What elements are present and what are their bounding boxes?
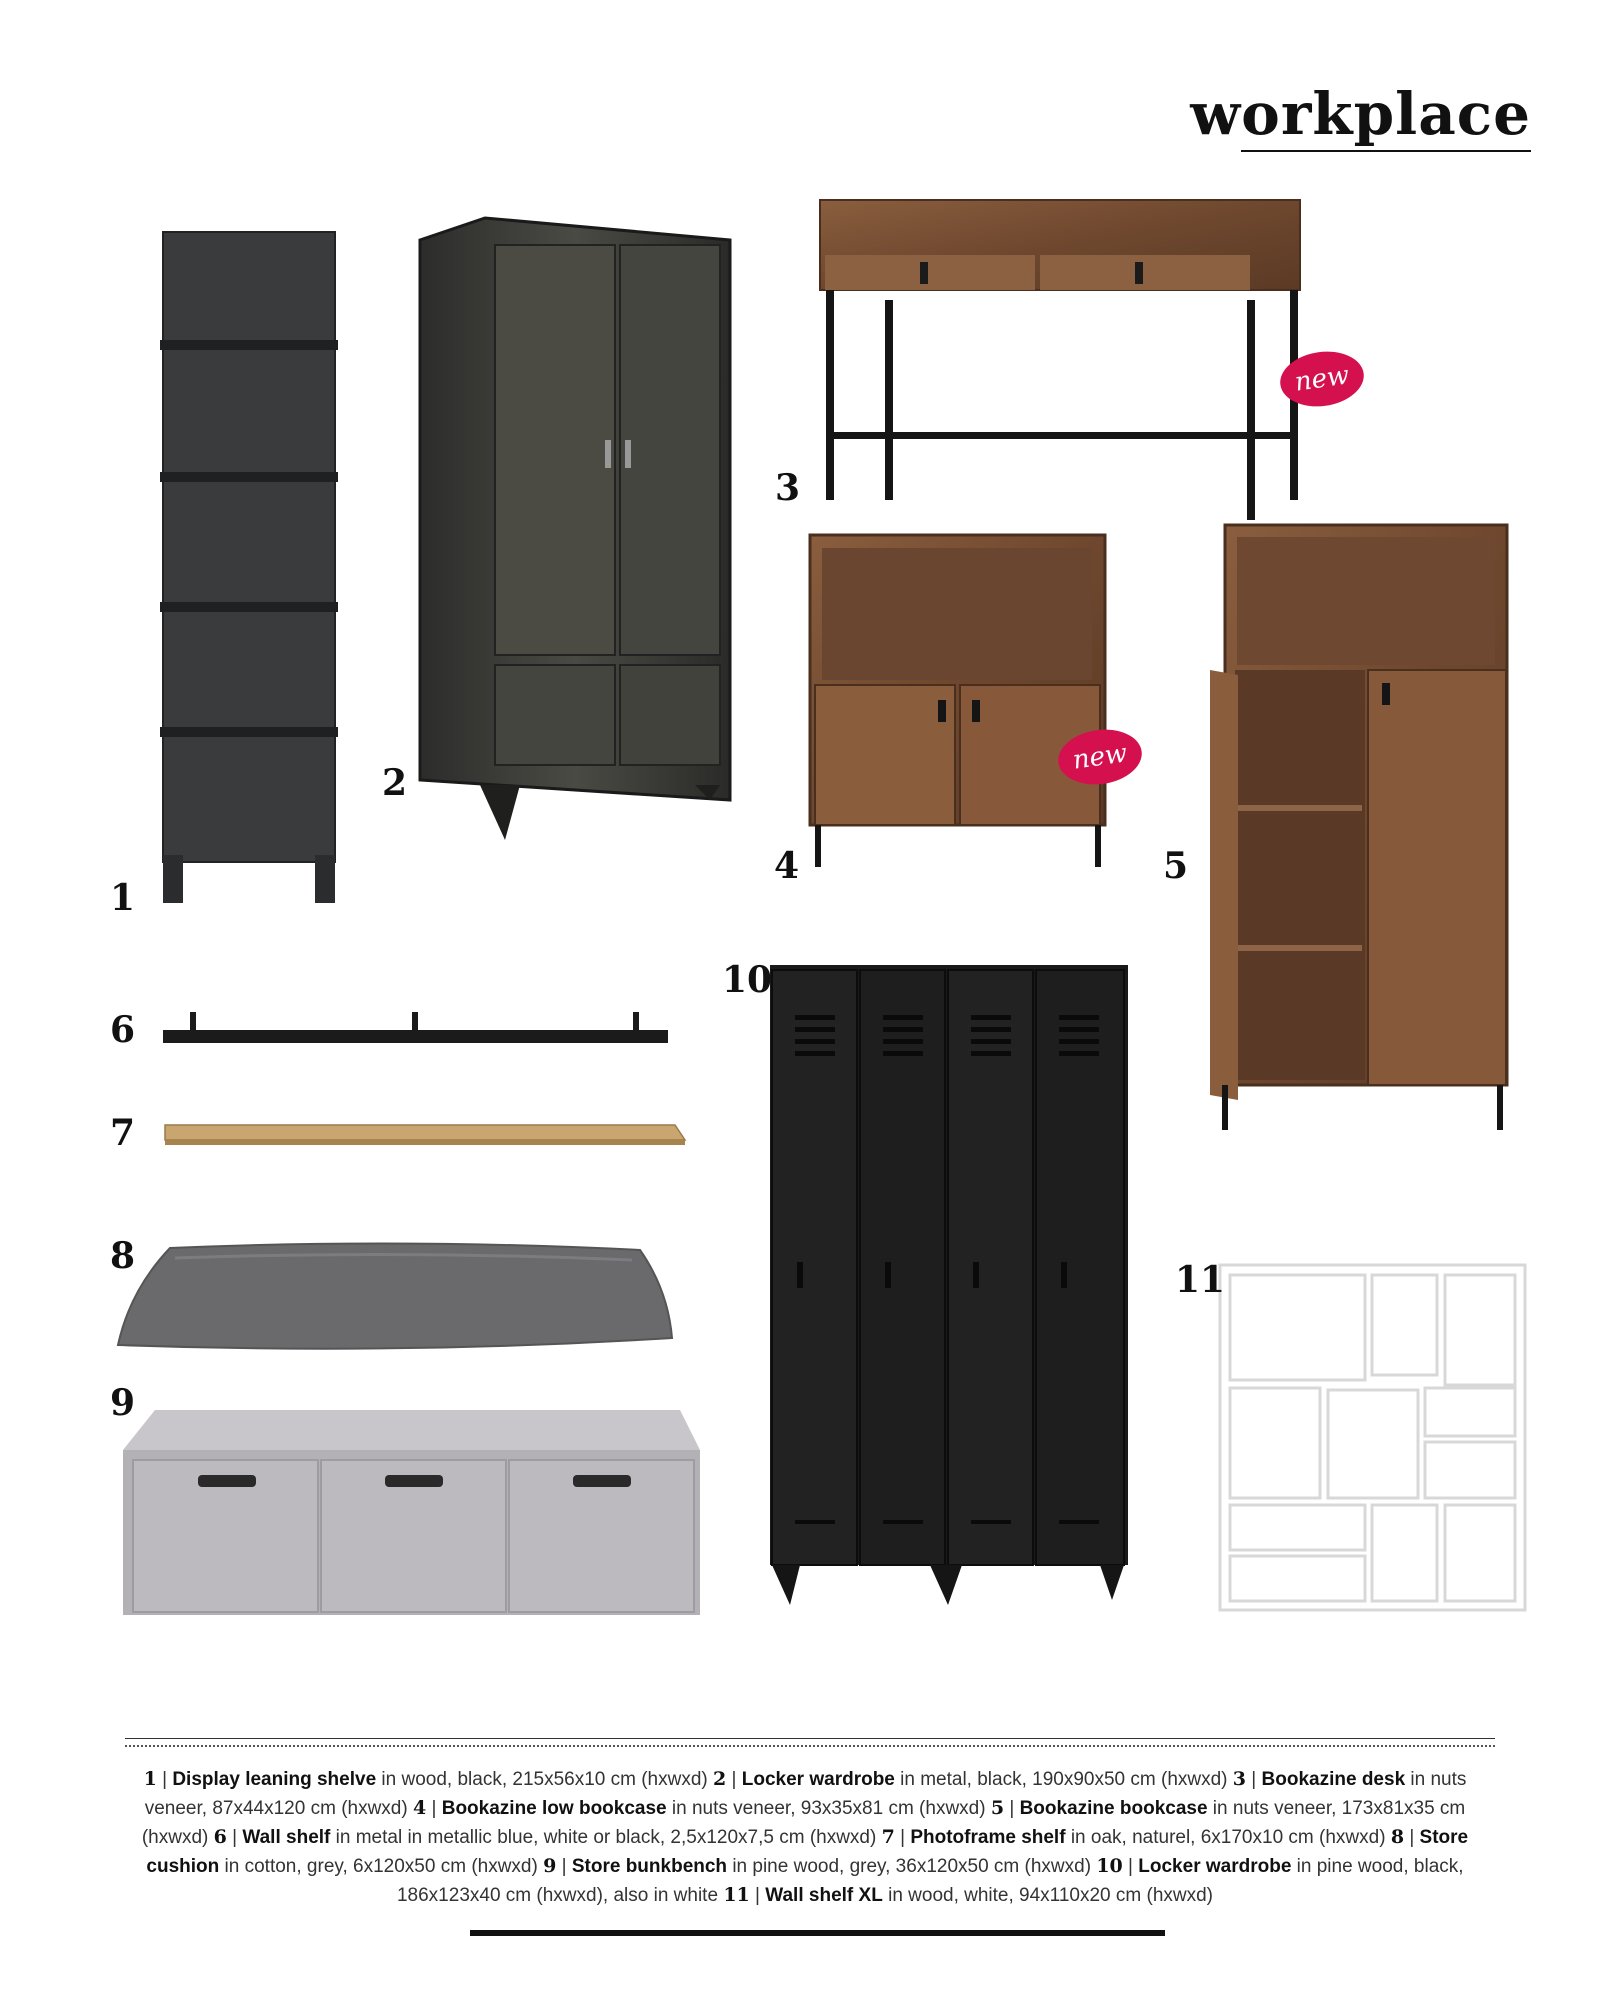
caption-desc: in nuts veneer, 93x35x81 cm (hxwxd) xyxy=(666,1798,991,1819)
item-number-7: 7 xyxy=(110,1112,136,1154)
caption-desc: in pine wood, black, 186x123x40 cm (hxwxd), also in white xyxy=(396,1856,1464,1906)
item-number-6: 6 xyxy=(110,1009,136,1051)
caption-name: Locker wardrobe xyxy=(1138,1856,1292,1877)
item-number-1: 1 xyxy=(110,877,136,919)
product-9-store-bunkbench xyxy=(123,1410,700,1615)
caption-name: Store bunkbench xyxy=(571,1856,728,1877)
caption-name: Bookazine low bookcase xyxy=(441,1798,667,1819)
product-captions: 1 | Display leaning shelve in wood, black, 215x56x10 cm (hxwxd) 2 | Locker wardrobe in metal, black, 190x90x50 cm (hxwxd) 3 | Bookazine desk in nuts veneer, 87x44x120 cm (hxwxd) 4 | Bookazine low bookcase in nuts veneer, 93x35x81 cm (hxwxd) 5 | Bookazine bookcase in nuts veneer, 173x81x35 cm (hxwxd) 6 | Wall shelf in metal in metallic blue, white or black, 2,5x120x7,5 cm (hxwxd) 7 | Photoframe shelf in oak, naturel, 6x170x10 cm (hxwxd) 8 | Store cushion in cotton, grey, 6x120x50 cm (hxwxd) 9 | Store bunkbench in pine wood, grey, 36x120x50 cm (hxwxd) 10 | Locker wardrobe in pine wood, black, 186x123x40 cm (hxwxd), also in white 11 | Wall shelf XL in wood, white, 94x110x20 cm (hxwxd) xyxy=(141,1768,1469,1906)
product-6-wall-shelf xyxy=(163,1012,668,1043)
item-number-9: 9 xyxy=(110,1382,136,1424)
caption-desc: in nuts veneer, 87x44x120 cm (hxwxd) xyxy=(144,1769,1467,1819)
caption-number: 1 xyxy=(143,1768,157,1790)
product-3-bookazine-desk xyxy=(820,200,1300,520)
item-number-3: 3 xyxy=(775,467,801,509)
caption-number: 7 xyxy=(881,1826,895,1848)
footer-rule xyxy=(470,1930,1165,1936)
caption-name: Wall shelf xyxy=(242,1827,331,1848)
caption-desc: in cotton, grey, 6x120x50 cm (hxwxd) xyxy=(219,1856,544,1877)
product-8-store-cushion xyxy=(118,1243,672,1348)
caption-desc: in oak, naturel, 6x170x10 cm (hxwxd) xyxy=(1065,1827,1391,1848)
item-number-11: 11 xyxy=(1175,1259,1226,1301)
product-2-locker-wardrobe xyxy=(420,218,730,840)
caption-number: 3 xyxy=(1232,1768,1247,1790)
caption-top-rule xyxy=(125,1738,1495,1739)
new-badge-low-bookcase: new xyxy=(1055,724,1146,789)
caption-name: Wall shelf XL xyxy=(765,1885,883,1906)
caption-number: 8 xyxy=(1390,1826,1405,1848)
caption-desc: in wood, black, 215x56x10 cm (hxwxd) xyxy=(376,1769,714,1790)
page-title: workplace xyxy=(1190,80,1531,148)
caption-number: 2 xyxy=(713,1768,727,1790)
caption-number: 11 xyxy=(723,1884,750,1906)
item-number-2: 2 xyxy=(382,762,408,804)
product-10-locker-wardrobe-black xyxy=(770,965,1128,1605)
caption-name: Display leaning shelve xyxy=(172,1769,377,1790)
caption-number: 9 xyxy=(543,1855,557,1877)
product-5-bookazine-bookcase xyxy=(1210,525,1507,1130)
item-number-10: 10 xyxy=(722,959,773,1001)
caption-name: Bookazine desk xyxy=(1261,1769,1406,1790)
caption-number: 10 xyxy=(1096,1855,1123,1877)
item-number-8: 8 xyxy=(110,1235,136,1277)
caption-desc: in metal in metallic blue, white or black, 2,5x120x7,5 cm (hxwxd) xyxy=(330,1827,882,1848)
caption-dotted-rule xyxy=(125,1745,1495,1747)
caption-desc: in metal, black, 190x90x50 cm (hxwxd) xyxy=(894,1769,1233,1790)
product-1-display-leaning-shelve xyxy=(160,232,338,903)
caption-desc: in pine wood, grey, 36x120x50 cm (hxwxd) xyxy=(727,1856,1097,1877)
item-number-4: 4 xyxy=(774,845,800,887)
caption-name: Photoframe shelf xyxy=(910,1827,1066,1848)
product-11-wall-shelf-xl xyxy=(1220,1265,1525,1610)
caption-number: 5 xyxy=(990,1797,1005,1819)
caption-name: Store cushion xyxy=(146,1827,1469,1877)
caption-desc: in nuts veneer, 173x81x35 cm (hxwxd) xyxy=(141,1798,1466,1848)
caption-name: Locker wardrobe xyxy=(741,1769,895,1790)
product-4-bookazine-low-bookcase xyxy=(810,535,1105,867)
caption-desc: in wood, white, 94x110x20 cm (hxwxd) xyxy=(882,1885,1214,1906)
caption-name: Bookazine bookcase xyxy=(1019,1798,1208,1819)
caption-number: 4 xyxy=(412,1797,427,1819)
caption-number: 6 xyxy=(213,1826,227,1848)
new-badge-desk: new xyxy=(1277,346,1368,411)
item-number-5: 5 xyxy=(1163,845,1189,887)
product-7-photoframe-shelf xyxy=(165,1125,685,1145)
